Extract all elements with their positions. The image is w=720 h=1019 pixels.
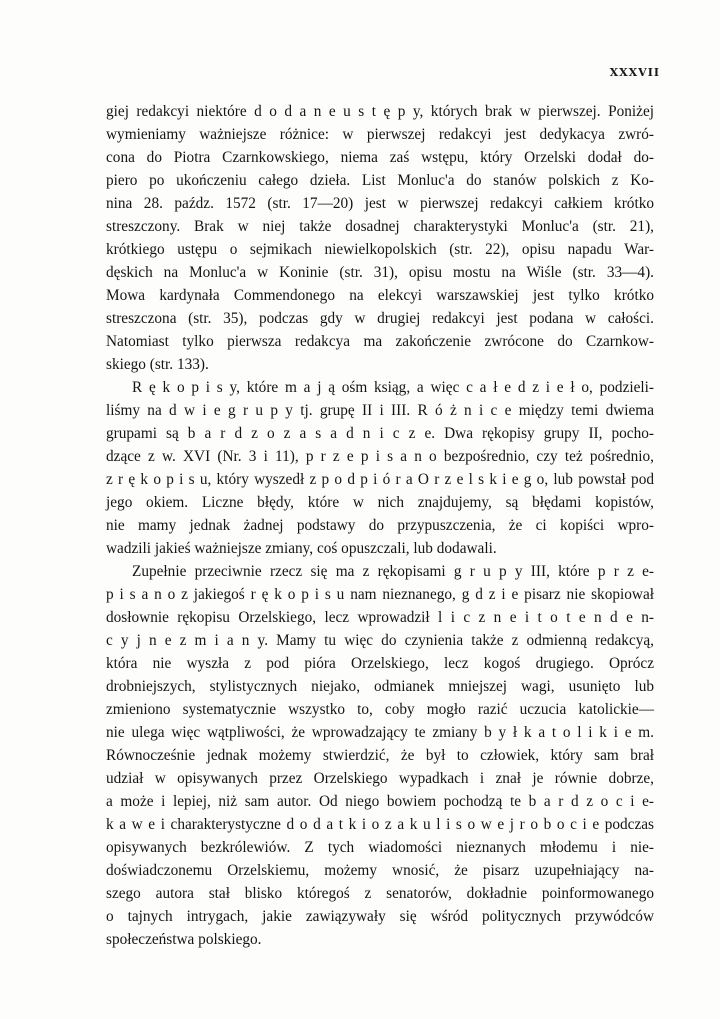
text-line: nie mamy jednak żadnej podstawy do przypuszczenia, że ci kopiści wpro- <box>106 517 654 534</box>
text-line: dzące z w. XVI (Nr. 3 i 11), p r z e p i s a n o bezpośrednio, czy też pośrednio, <box>106 448 654 465</box>
paragraph-end-line: społeczeństwa polskiego. <box>106 931 262 948</box>
text-line: o tajnych intrygach, jakie zawiązywały się wśród politycznych przywódców <box>106 908 654 925</box>
text-line: z r ę k o p i s u, który wyszedł z p o d p i ó r a O r z e l s k i e g o, lub powstał pod <box>106 471 654 488</box>
text-line: k a w e i charakterystyczne d o d a t k i o z a k u l i s o w e j r o b o c i e podczas <box>106 816 654 833</box>
text-line: streszczony. Brak w niej także dosadnej charakterystyki Monluc'a (str. 21), <box>106 218 654 235</box>
paragraph-end-line: skiego (str. 133). <box>106 356 209 373</box>
text-line: krótkiego ustępu o sejmikach niewielkopolskich (str. 22), opisu napadu War- <box>106 241 654 258</box>
text-line: jego okiem. Liczne błędy, które w nich znajdujemy, są błędami kopistów, <box>106 494 654 511</box>
text-line: dosłownie rękopisu Orzelskiego, lecz wprowadził l i c z n e i t o t e n d e n- <box>106 609 654 626</box>
text-line: p i s a n o z jakiegoś r ę k o p i s u nam nieznanego, g d z i e pisarz nie skopiował <box>106 586 654 603</box>
page-number: XXXVII <box>609 66 660 79</box>
text-line: drobniejszych, stylistycznych niejako, odmianek mniejszej wagi, usunięto lub <box>106 678 654 695</box>
text-line: udział w opisywanych przez Orzelskiego wypadkach i znał je równie dobrze, <box>106 770 654 787</box>
paragraph-start-line: R ę k o p i s y, które m a j ą ośm ksiąg, a więc c a ł e d z i e ł o, podzieli- <box>132 379 654 396</box>
text-line: wymieniamy ważniejsze różnice: w pierwszej redakcyi jest dedykacya zwró- <box>106 126 654 143</box>
text-line: dęskich na Monluc'a w Koninie (str. 31), opisu mostu na Wiśle (str. 33—4). <box>106 264 654 281</box>
text-line: zmieniono systematycznie wszystko to, coby mogło razić uczucia katolickie— <box>106 701 654 718</box>
text-line: szego autora stał blisko któregoś z senatorów, dokładnie poinformowanego <box>106 885 654 902</box>
text-line: giej redakcyi niektóre d o d a n e u s t ę p y, których brak w pierwszej. Poniżej <box>106 103 654 120</box>
text-line: a może i lepiej, niż sam autor. Od niego bowiem pochodzą te b a r d z o c i e- <box>106 793 654 810</box>
text-line: Mowa kardynała Commendonego na elekcyi warszawskiej jest tylko krótko <box>106 287 654 304</box>
paragraph-end-line: wadzili jakieś ważniejsze zmiany, coś opuszczali, lub dodawali. <box>106 540 497 557</box>
text-line: c y j n e z m i a n y. Mamy tu więc do czynienia także z odmienną redakcyą, <box>106 632 654 649</box>
text-line: nie ulega więc wątpliwości, że wprowadzający te zmiany b y ł k a t o l i k i e m. <box>106 724 654 741</box>
text-line: streszczona (str. 35), podczas gdy w drugiej redakcyi jest podana w całości. <box>106 310 654 327</box>
paragraph-start-line: Zupełnie przeciwnie rzecz się ma z rękopisami g r u p y III, które p r z e- <box>132 563 654 580</box>
text-line: cona do Piotra Czarnkowskiego, niema zaś wstępu, który Orzelski dodał do- <box>106 149 654 166</box>
text-line: grupami są b a r d z o z a s a d n i c z e. Dwa rękopisy grupy II, pocho- <box>106 425 654 442</box>
text-line: Równocześnie jednak możemy stwierdzić, że był to człowiek, który sam brał <box>106 747 654 764</box>
text-line: doświadczonemu Orzelskiemu, możemy wnosić, że pisarz uzupełniający na- <box>106 862 654 879</box>
text-line: opisywanych bezkrólewiów. Z tych wiadomości nieznanych młodemu i nie- <box>106 839 654 856</box>
text-line: Natomiast tylko pierwsza redakcya ma zakończenie zwrócone do Czarnkow- <box>106 333 654 350</box>
text-line: liśmy na d w i e g r u p y tj. grupę II i III. R ó ż n i c e między temi dwiema <box>106 402 654 419</box>
text-line: która nie wyszła z pod pióra Orzelskiego, lecz kogoś drugiego. Oprócz <box>106 655 654 672</box>
text-line: piero po ukończeniu całego dzieła. List Monluc'a do stanów polskich z Ko- <box>106 172 654 189</box>
body-text <box>106 100 654 951</box>
text-line: nina 28. paźdz. 1572 (str. 17—20) jest w pierwszej redakcyi całkiem krótko <box>106 195 654 212</box>
